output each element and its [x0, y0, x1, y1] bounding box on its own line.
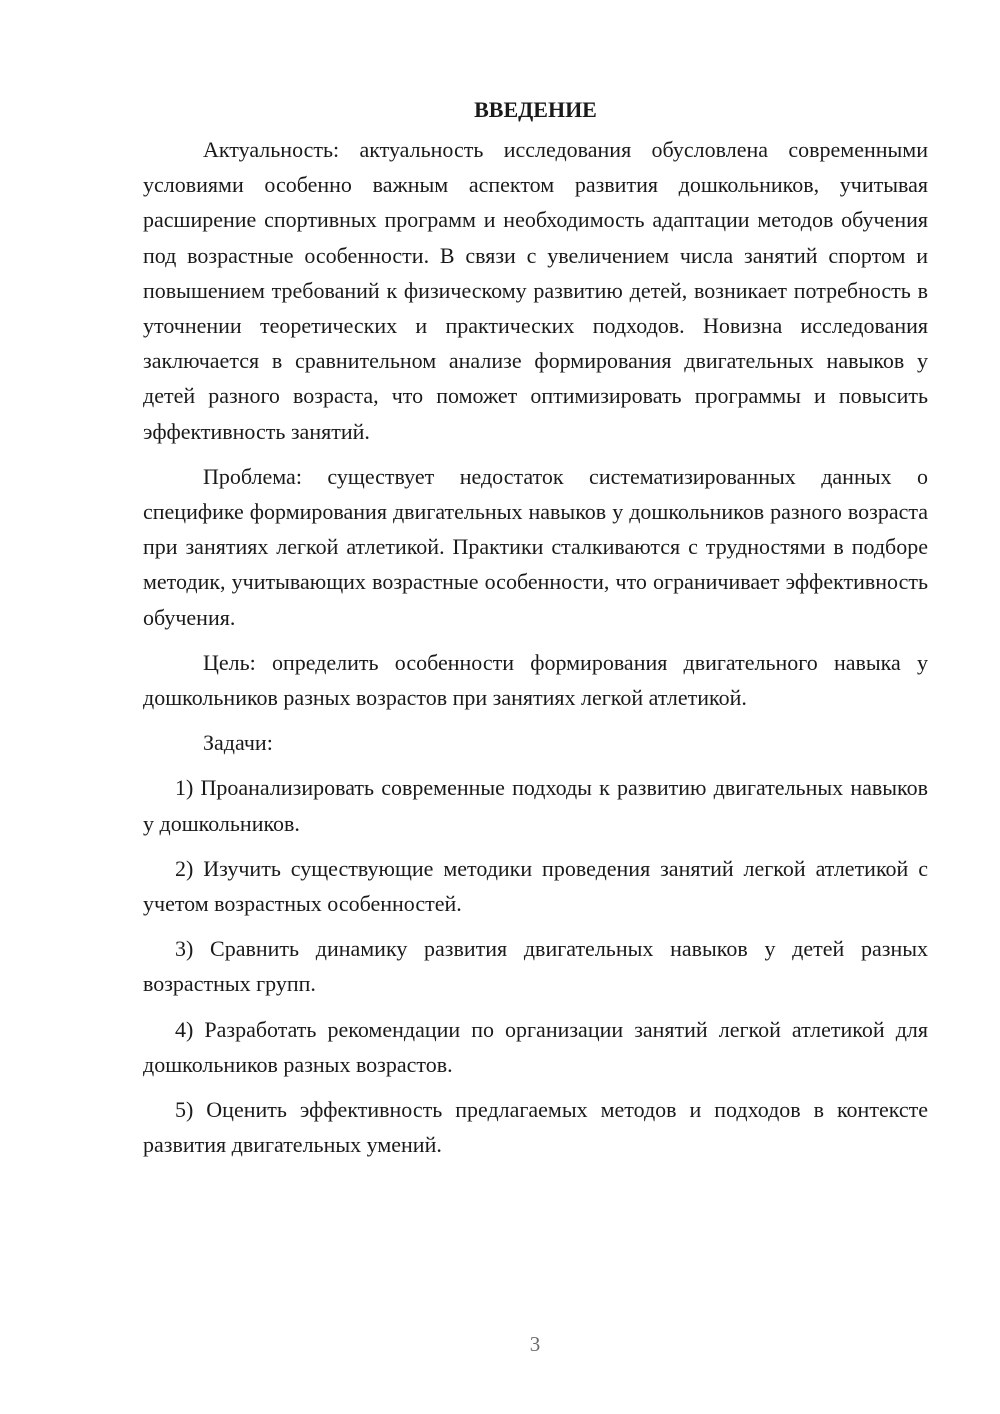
task-item-5: 5) Оценить эффективность предлагаемых методов и подходов в контексте развития двигательных умений. [143, 1097, 928, 1158]
task-item-3: 3) Сравнить динамику развития двигательных навыков у детей разных возрастных групп. [143, 936, 928, 997]
task-item-4: 4) Разработать рекомендации по организации занятий легкой атлетикой для дошкольников разных возрастов. [143, 1016, 928, 1077]
relevance-paragraph: Актуальность: актуальность исследования обусловлена современными условиями особенно важным аспектом развития дошкольников, учитывая расширение спортивных программ и необходимость адаптации методов обучения под возрастные особенности. В связи с увеличением числа занятий спортом и повышением требований к физическому развитию детей, возникает потребность в уточнении теоретических и практических подходов. Новизна исследования заключается в сравнительном анализе формирования двигательных навыков у детей разного возраста, что поможет оптимизировать программы и повысить эффективность занятий. [143, 137, 928, 444]
task-item-2: 2) Изучить существующие методики проведения занятий легкой атлетикой с учетом возрастных особенностей. [143, 855, 928, 917]
page-number: 3 [529, 1332, 541, 1356]
tasks-label: Задачи: [203, 730, 273, 756]
section-heading: ВВЕДЕНИЕ [474, 97, 597, 122]
task-item-1: 1) Проанализировать современные подходы к развитию двигательных навыков у дошкольников. [143, 775, 928, 836]
problem-paragraph: Проблема: существует недостаток систематизированных данных о специфике формирования двигательных навыков у дошкольников разного возраста при занятиях легкой атлетикой. Практики сталкиваются с трудностями в подборе методик, учитывающих возрастные особенности, что ограничивает эффективность обучения. [143, 463, 928, 630]
page-body [143, 92, 928, 1162]
goal-paragraph: Цель: определить особенности формирования двигательного навыка у дошкольников разных возрастов при занятиях легкой атлетикой. [143, 649, 928, 711]
